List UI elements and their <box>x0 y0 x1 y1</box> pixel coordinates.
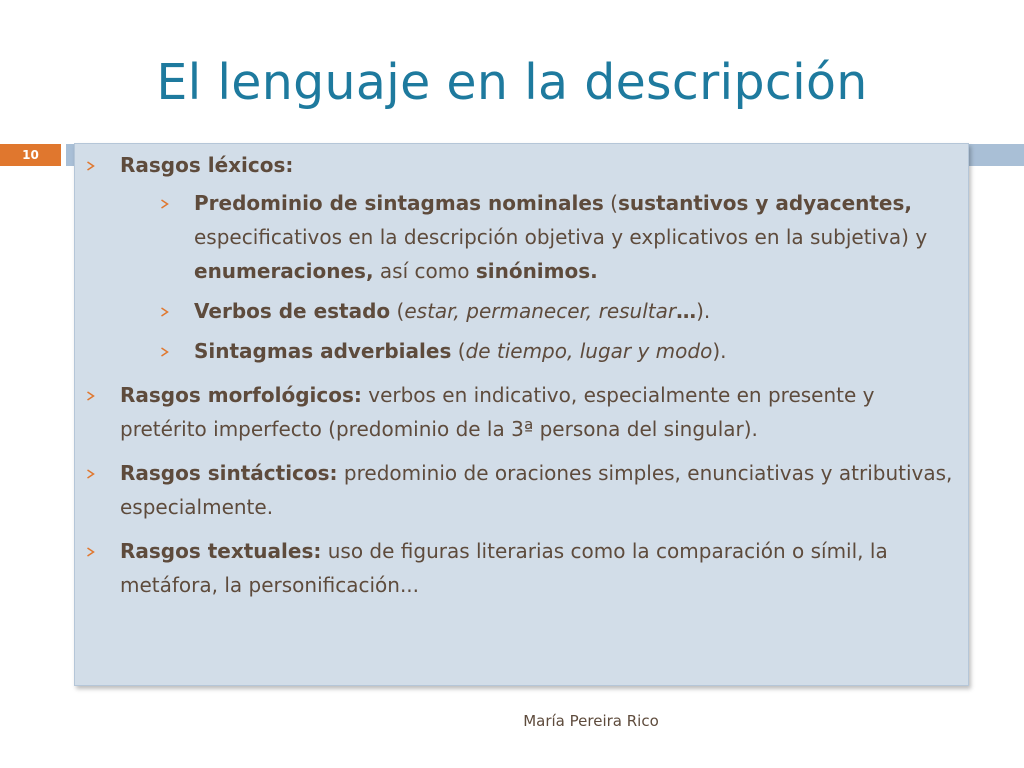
arrow-bullet-icon <box>160 186 174 220</box>
arrow-bullet-icon <box>160 334 174 368</box>
arrow-bullet-icon <box>86 456 100 490</box>
bullet-list <box>120 148 960 602</box>
bullet-bold-text: Rasgos sintácticos: <box>120 461 338 485</box>
bullet-bold-text: … <box>676 299 697 323</box>
slide-title: El lenguaje en la descripción <box>156 54 868 111</box>
bullet-bold-text: Rasgos textuales: <box>120 539 322 563</box>
bullet-text: así como <box>373 259 476 283</box>
bullet-text: especificativos en la descripción objetiva y explicativos en la subjetiva) y <box>194 225 928 249</box>
bullet-syntactic-features <box>120 456 960 524</box>
bullet-text: ( <box>390 299 405 323</box>
bullet-italic-text: estar, permanecer, resultar <box>404 299 677 323</box>
bullet-text: ( <box>451 339 466 363</box>
bullet-lexical-features <box>120 148 960 182</box>
arrow-bullet-icon <box>160 294 174 328</box>
bullet-heading: Rasgos léxicos: <box>120 153 294 177</box>
bullet-morphological-features <box>120 378 960 446</box>
arrow-bullet-icon <box>86 378 100 412</box>
bullet-bold-text: sustantivos y adyacentes, <box>617 191 913 215</box>
bullet-textual-features <box>120 534 960 602</box>
arrow-bullet-icon <box>86 148 100 182</box>
bullet-bold-text: sinónimos. <box>475 259 598 283</box>
bullet-adverbial-phrases <box>194 334 960 368</box>
bullet-text: verbos en indicativo, especialmente en presente y pretérito imperfecto (predominio de la 3ª persona del singular). <box>120 383 875 441</box>
bullet-nominal-phrases <box>194 186 960 288</box>
header-rule-right <box>962 144 1024 166</box>
footer-author: María Pereira Rico <box>523 712 659 730</box>
bullet-bold-text: Rasgos morfológicos: <box>120 383 362 407</box>
bullet-italic-text: de tiempo, lugar y modo <box>465 339 713 363</box>
bullet-text: ). <box>712 339 727 363</box>
bullet-state-verbs <box>194 294 960 328</box>
bullet-text: predominio de oraciones simples, enunciativas y atributivas, especialmente. <box>120 461 953 519</box>
bullet-text: uso de figuras literarias como la comparación o símil, la metáfora, la personificación... <box>120 539 888 597</box>
bullet-text: ). <box>696 299 711 323</box>
bullet-bold-text: Verbos de estado <box>194 299 391 323</box>
bullet-bold-text: Sintagmas adverbiales <box>194 339 452 363</box>
bullet-bold-text: Predominio de sintagmas nominales <box>194 191 604 215</box>
bullet-bold-text: enumeraciones, <box>194 259 374 283</box>
bullet-text: ( <box>603 191 618 215</box>
arrow-bullet-icon <box>86 534 100 568</box>
slide-number-badge: 10 <box>0 144 61 166</box>
